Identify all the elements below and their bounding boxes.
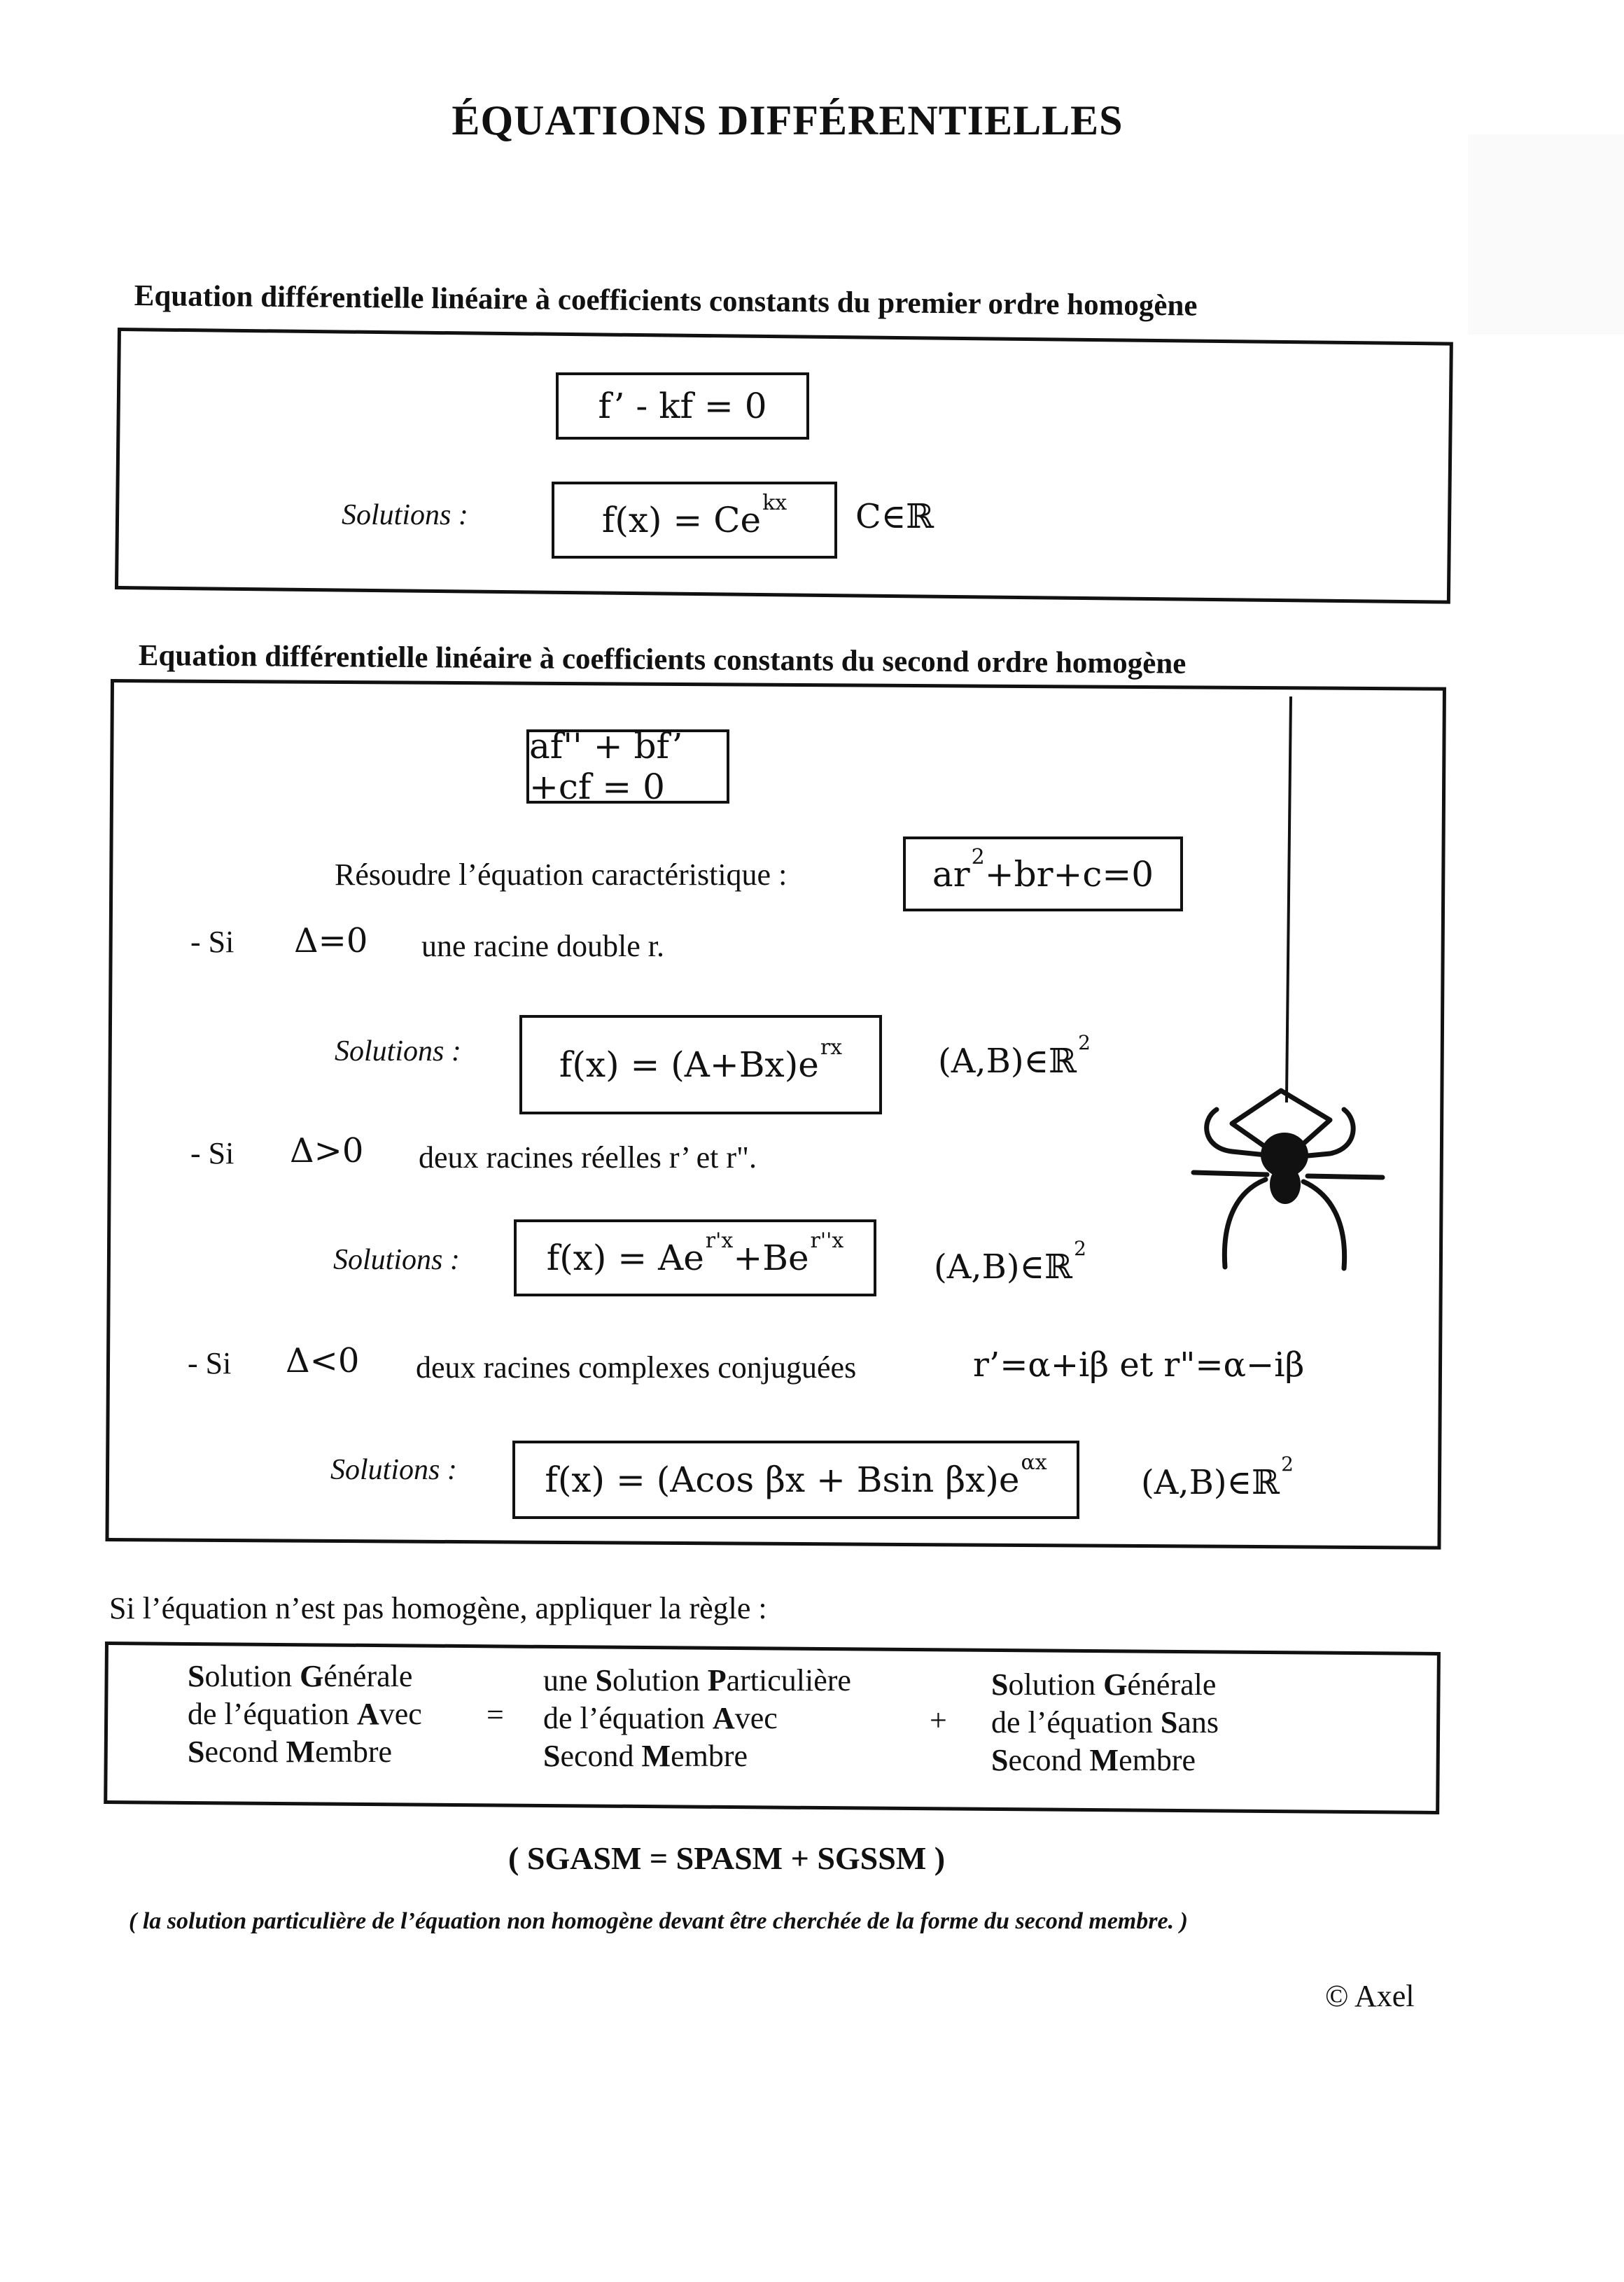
case2-domain-base: (A,B)∈ℝ — [934, 1247, 1073, 1287]
rule-right-column — [991, 1666, 1219, 1779]
non-homogeneous-intro: Si l’équation n’est pas homogène, appliquer la règle : — [109, 1591, 767, 1625]
char-base: ar — [932, 853, 970, 895]
case1-solution-base: f(x) = (A+Bx)e — [559, 1044, 819, 1085]
case2-term2: +Be — [733, 1238, 809, 1278]
solution-base: f(x) = Ce — [601, 500, 762, 540]
case2-prefix: - Si — [190, 1136, 234, 1170]
first-order-frame — [115, 328, 1453, 604]
copyright: © Axel — [1325, 1979, 1415, 2013]
section-heading-second-order: Equation différentielle linéaire à coefficients constants du second ordre homogène — [138, 638, 1186, 680]
case1-domain-base: (A,B)∈ℝ — [938, 1042, 1077, 1081]
solution-exponent: kx — [762, 491, 788, 516]
case3-domain — [1141, 1452, 1294, 1502]
case1-domain — [938, 1031, 1091, 1081]
rule-right-line2: de l’équation Sans — [991, 1705, 1219, 1740]
scan-shade — [1468, 134, 1624, 335]
case2-solution — [546, 1228, 844, 1278]
case1-domain-exponent: 2 — [1078, 1031, 1091, 1054]
case3-solution-base: f(x) = (Acos βx + Bsin βx)e — [545, 1460, 1020, 1500]
case2-exponent1: r'x — [705, 1228, 734, 1254]
constant-domain: C∈ℝ — [855, 497, 934, 536]
char-rest: +br+c=0 — [984, 853, 1154, 895]
rule-middle-line1: une Solution Particulière — [543, 1663, 851, 1698]
case1-condition: Δ=0 — [294, 921, 368, 960]
case2-term1: f(x) = Ae — [546, 1238, 704, 1278]
rule-left-column — [188, 1658, 422, 1771]
case2-description: deux racines réelles r’ et r". — [419, 1140, 757, 1175]
spider-icon — [1183, 1050, 1393, 1281]
rule-summary: ( SGASM = SPASM + SGSSM ) — [508, 1840, 946, 1876]
characteristic-label: Résoudre l’équation caractéristique : — [335, 858, 788, 892]
case3-solution-box — [512, 1441, 1079, 1519]
case1-solution — [559, 1035, 843, 1085]
case3-condition: Δ<0 — [286, 1341, 360, 1380]
case2-exponent2: r''x — [810, 1228, 844, 1254]
case3-solutions-label: Solutions : — [330, 1454, 457, 1486]
case1-prefix: - Si — [190, 925, 234, 959]
rule-right-line1: Solution Générale — [991, 1667, 1217, 1702]
rule-equals-sign: = — [486, 1698, 504, 1732]
case3-domain-exponent: 2 — [1281, 1452, 1294, 1476]
second-order-equation-box — [526, 726, 729, 807]
rule-left-line3: Second Membre — [188, 1735, 393, 1769]
page-title: ÉQUATIONS DIFFÉRENTIELLES — [451, 97, 1124, 144]
rule-right-line3: Second Membre — [991, 1743, 1196, 1777]
characteristic-equation-box — [903, 836, 1183, 911]
first-order-equation-box — [556, 372, 809, 440]
case2-solution-box — [514, 1219, 876, 1296]
case2-domain — [934, 1237, 1086, 1287]
case2-condition: Δ>0 — [290, 1131, 364, 1170]
char-exponent: 2 — [971, 844, 985, 869]
case2-domain-exponent: 2 — [1074, 1237, 1086, 1260]
case3-roots: r’=α+iβ et r"=α−iβ — [973, 1345, 1305, 1385]
case3-solution — [545, 1450, 1047, 1500]
case1-description: une racine double r. — [421, 929, 664, 963]
rule-left-line2: de l’équation Avec — [188, 1697, 422, 1731]
rule-middle-line3: Second Membre — [543, 1739, 748, 1773]
first-order-equation: f’ - kf = 0 — [598, 386, 767, 426]
case3-prefix: - Si — [188, 1346, 232, 1380]
rule-left-line1: Solution Générale — [188, 1659, 413, 1693]
case1-solution-exponent: rx — [820, 1035, 843, 1060]
case2-solutions-label: Solutions : — [333, 1244, 460, 1276]
rule-middle-line2: de l’équation Avec — [543, 1701, 778, 1735]
rule-plus-sign: + — [930, 1703, 947, 1737]
case3-domain-base: (A,B)∈ℝ — [1141, 1463, 1280, 1502]
rule-footnote: ( la solution particulière de l’équation non homogène devant être cherchée de la forme du second membre. ) — [129, 1908, 1188, 1934]
first-order-solution-box — [552, 482, 837, 559]
first-order-solution — [601, 491, 788, 540]
section-heading-first-order: Equation différentielle linéaire à coefficients constants du premier ordre homogène — [134, 279, 1198, 323]
characteristic-equation — [932, 844, 1154, 895]
case1-solutions-label: Solutions : — [335, 1035, 461, 1068]
case1-solution-box — [519, 1015, 882, 1114]
second-order-equation: af'' + bf’ +cf = 0 — [529, 726, 683, 807]
solutions-label: Solutions : — [342, 499, 468, 531]
case3-solution-exponent: αx — [1021, 1450, 1047, 1476]
rule-middle-column — [543, 1662, 851, 1775]
case3-description: deux racines complexes conjuguées — [416, 1350, 857, 1385]
